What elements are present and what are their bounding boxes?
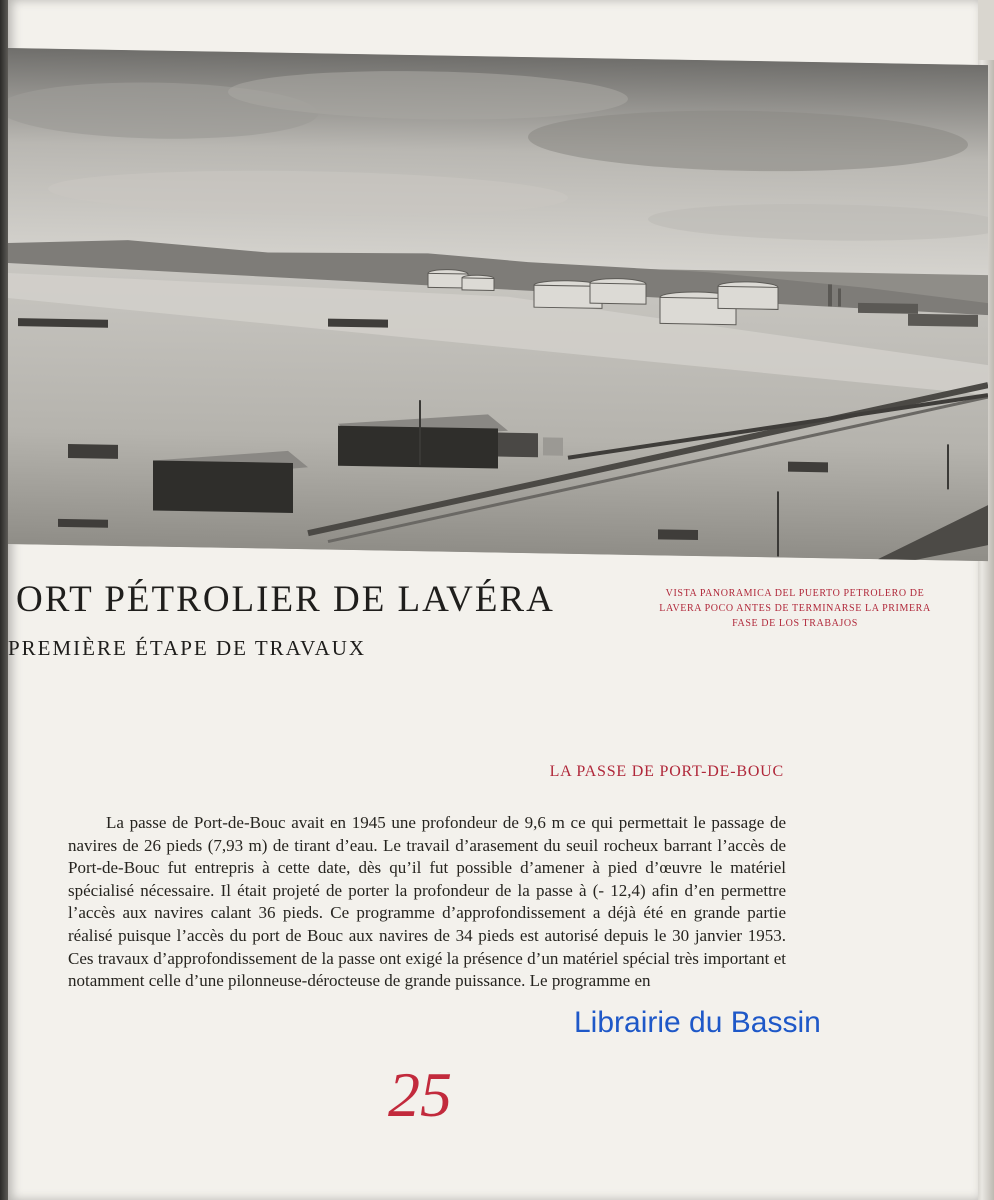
body-paragraph: La passe de Port-de-Bouc avait en 1945 une profondeur de 9,6 m ce qui permettait le passage de navires de 26 pieds (7,93 m) de tirant d’eau. Le travail d’arasement du seuil rocheux barrant l’accès de Port-de-Bouc fut entrepris à cette date, dès qu’il fut possible d’amener à pied d’œuvre le matériel spécialisé nécessaire. Il était projeté de porter la profondeur de la passe à (- 12,4) afin d’en permettre l’accès aux navires calant 36 pieds. Ce programme d’approfondissement a déjà été en grande partie réalisé puisque l’accès du port de Bouc aux navires de 34 pieds est autorisé depuis le 30 janvier 1953. Ces travaux d’approfondissement de la passe ont exigé la présence d’un matériel spécial très important et notamment celle d’une pilonneuse-dérocteuse de grande puissance. Le programme en bbox=[68, 813, 786, 991]
panorama-photo bbox=[8, 48, 988, 561]
caption-line-2: LAVERA POCO ANTES DE TERMINARSE LA PRIMERA bbox=[659, 603, 931, 614]
section-heading: LA PASSE DE PORT-DE-BOUC bbox=[549, 763, 784, 780]
book-page bbox=[8, 0, 978, 1200]
photo-caption bbox=[650, 586, 940, 631]
lavera-port-photograph bbox=[8, 48, 988, 561]
page-title: ORT PÉTROLIER DE LAVÉRA bbox=[16, 579, 555, 620]
page-number: 25 bbox=[388, 1059, 452, 1130]
watermark-text: Librairie du Bassin bbox=[574, 1006, 821, 1039]
caption-line-3: FASE DE LOS TRABAJOS bbox=[732, 618, 858, 629]
page-subtitle: PREMIÈRE ÉTAPE DE TRAVAUX bbox=[8, 636, 367, 660]
caption-line-1: VISTA PANORAMICA DEL PUERTO PETROLERO DE bbox=[665, 588, 925, 599]
